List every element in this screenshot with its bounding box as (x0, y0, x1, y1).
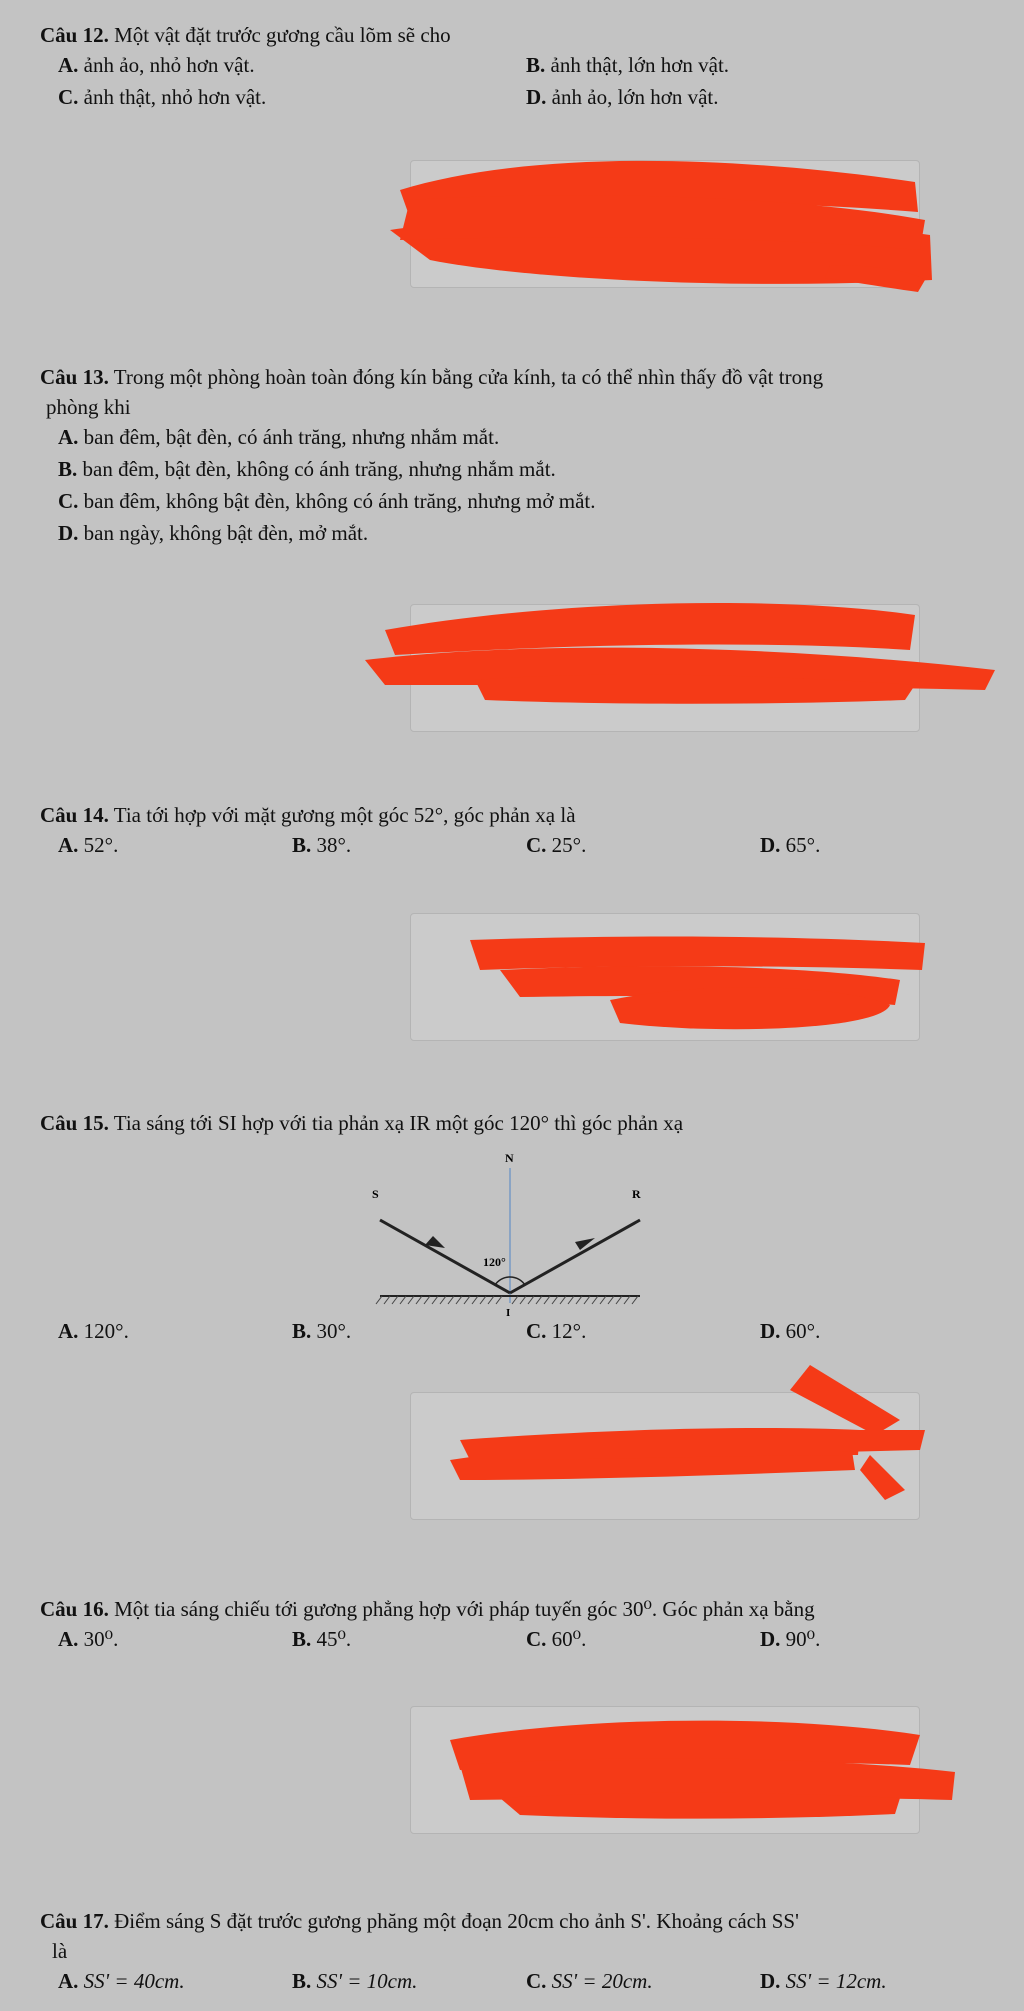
option-a[interactable]: A. SS' = 40cm. (58, 1969, 185, 1993)
question-label: Câu 16. (40, 1597, 109, 1621)
option-b[interactable]: B. ban đêm, bật đèn, không có ánh trăng, nhưng nhắm mắt. (58, 457, 556, 481)
question-15-options (40, 1316, 1000, 1348)
question-label: Câu 17. (40, 1909, 109, 1933)
question-stem-cont: là (52, 1939, 68, 1963)
label-i: I (506, 1307, 511, 1318)
redaction-scribble (440, 1710, 960, 1830)
option-d[interactable]: D. 90⁰. (760, 1627, 821, 1651)
label-n: N (505, 1151, 514, 1165)
question-label: Câu 12. (40, 23, 109, 47)
question-label: Câu 14. (40, 803, 109, 827)
option-a[interactable]: A. 120°. (58, 1319, 129, 1343)
option-d[interactable]: D. 60°. (760, 1319, 821, 1343)
option-d[interactable]: D. SS' = 12cm. (760, 1969, 887, 1993)
option-a[interactable]: A. 30⁰. (58, 1627, 119, 1651)
option-c[interactable]: C. 25°. (526, 833, 587, 857)
option-b[interactable]: B. 45⁰. (292, 1627, 352, 1651)
question-stem: Một vật đặt trước gương cầu lõm sẽ cho (114, 23, 451, 47)
label-angle: 120° (483, 1255, 506, 1269)
option-c[interactable]: C. 12°. (526, 1319, 587, 1343)
question-15 (40, 1108, 1000, 1138)
question-stem: Điểm sáng S đặt trước gương phăng một đoạn 20cm cho ảnh S'. Khoảng cách SS' (114, 1909, 799, 1933)
redaction-scribble (430, 1360, 930, 1510)
option-d[interactable]: D. ban ngày, không bật đèn, mở mắt. (58, 521, 369, 545)
question-stem: Tia tới hợp với mặt gương một góc 52°, góc phản xạ là (113, 803, 576, 827)
option-c[interactable]: C. ảnh thật, nhỏ hơn vật. (58, 85, 267, 109)
redaction-scribble (370, 140, 950, 300)
question-12 (40, 20, 1000, 114)
question-stem: Tia sáng tới SI hợp với tia phản xạ IR một góc 120° thì góc phản xạ (113, 1111, 684, 1135)
option-c[interactable]: C. ban đêm, không bật đèn, không có ánh trăng, nhưng mở mắt. (58, 489, 596, 513)
question-stem-cont: phòng khi (46, 395, 131, 419)
question-stem: Một tia sáng chiếu tới gương phẳng hợp với pháp tuyến góc 30⁰. Góc phản xạ bằng (114, 1597, 815, 1621)
option-b[interactable]: B. SS' = 10cm. (292, 1969, 418, 1993)
label-r: R (632, 1187, 641, 1201)
question-13 (40, 362, 1000, 550)
option-a[interactable]: A. ảnh ảo, nhỏ hơn vật. (58, 53, 255, 77)
question-label: Câu 13. (40, 365, 109, 389)
question-14 (40, 800, 1000, 862)
option-c[interactable]: C. 60⁰. (526, 1627, 587, 1651)
question-stem: Trong một phòng hoàn toàn đóng kín bằng cửa kính, ta có thể nhìn thấy đồ vật trong (113, 365, 824, 389)
label-s: S (372, 1187, 379, 1201)
option-b[interactable]: B. 38°. (292, 833, 352, 857)
option-d[interactable]: D. 65°. (760, 833, 821, 857)
redaction-scribble (460, 925, 940, 1045)
redaction-scribble (355, 590, 995, 720)
option-a[interactable]: A. 52°. (58, 833, 119, 857)
option-d[interactable]: D. ảnh ảo, lớn hơn vật. (526, 85, 719, 109)
option-b[interactable]: B. 30°. (292, 1319, 352, 1343)
question-label: Câu 15. (40, 1111, 109, 1135)
option-c[interactable]: C. SS' = 20cm. (526, 1969, 653, 1993)
option-b[interactable]: B. ảnh thật, lớn hơn vật. (526, 53, 730, 77)
option-a[interactable]: A. ban đêm, bật đèn, có ánh trăng, nhưng nhắm mắt. (58, 425, 500, 449)
question-16 (40, 1594, 1000, 1656)
question-17 (40, 1906, 1000, 1998)
reflection-diagram (370, 1148, 650, 1318)
